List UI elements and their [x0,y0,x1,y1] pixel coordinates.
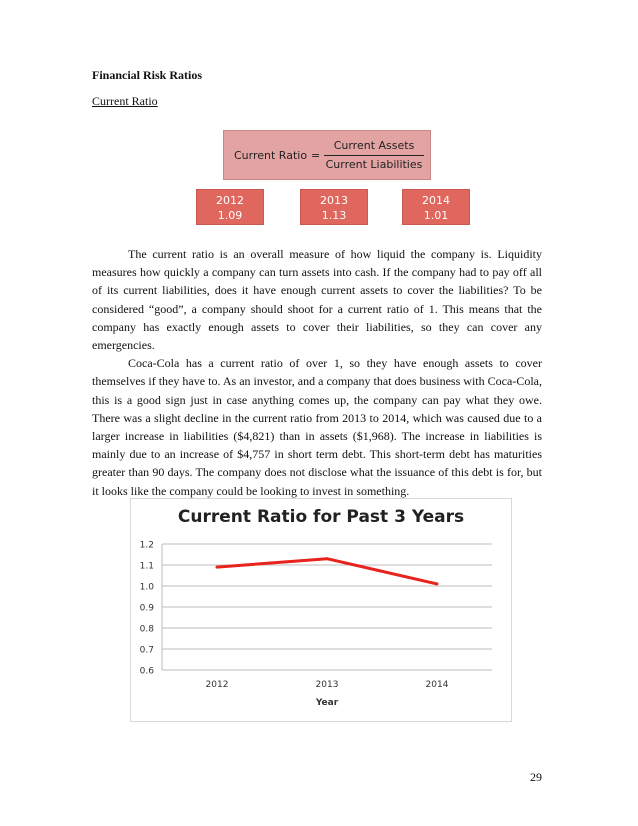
formula-equals: = [311,149,321,162]
data-point [436,582,439,585]
series-line [217,559,437,584]
y-tick-label: 0.6 [139,666,154,677]
data-point [326,557,329,560]
page-number: 29 [530,770,542,784]
year-value: 1.01 [423,209,449,222]
year-label: 2013 [320,194,348,207]
formula-denominator: Current Liabilities [325,158,423,171]
y-tick-label: 1.2 [139,540,154,551]
formula-numerator: Current Assets [333,139,415,152]
y-tick-label: 1.0 [139,582,154,593]
y-tick-label: 1.1 [139,561,154,572]
y-tick-label: 0.8 [139,624,154,635]
x-tick-label: 2014 [425,680,449,690]
chart-title: Current Ratio for Past 3 Years [177,507,465,527]
year-value: 1.13 [321,209,347,222]
y-tick-label: 0.7 [139,645,154,656]
y-tick-label: 0.9 [139,603,154,614]
data-point [216,566,219,569]
year-value: 1.09 [217,209,243,222]
paragraph-coca-cola: Coca-Cola has a current ratio of over 1, so they have enough assets to cover themselves if they have to. As an investor, and a company that does business with Coca-Cola, this is a good sign just in case anything comes up, the company can pay what they owe. There was a slight decline in the current ratio from 2013 to 2014, which was caused due to a larger increase in liabilities ($4,821) than in assets ($1,968). The increase in liabilities is mainly due to an increase of $4,757 in short term debt. This short-term debt has maturities greater than 90 days. The company does not disclose what the issuance of this debt is for, but it looks like the company could be looking to invest in something. [92,356,542,498]
paragraph-liquidity: The current ratio is an overall measure of how liquid the company is. Liquidity measures how quickly a company can turn assets into cash. If the company had to pay off all of its current liabilities, does it have enough current assets to cover the liabilities? To be considered “good”, a company should shoot for a current ratio of 1. This means that the company has exactly enough assets to cover their liabilities, so they can cover any emergencies. [92,247,542,353]
formula-label: Current Ratio [234,149,308,162]
year-label: 2014 [422,194,450,207]
year-label: 2012 [216,194,244,207]
x-tick-label: 2013 [315,680,339,690]
section-heading: Financial Risk Ratios [92,68,203,82]
x-axis-label: Year [315,698,339,708]
section-subheading: Current Ratio [92,94,158,108]
x-tick-label: 2012 [205,680,229,690]
